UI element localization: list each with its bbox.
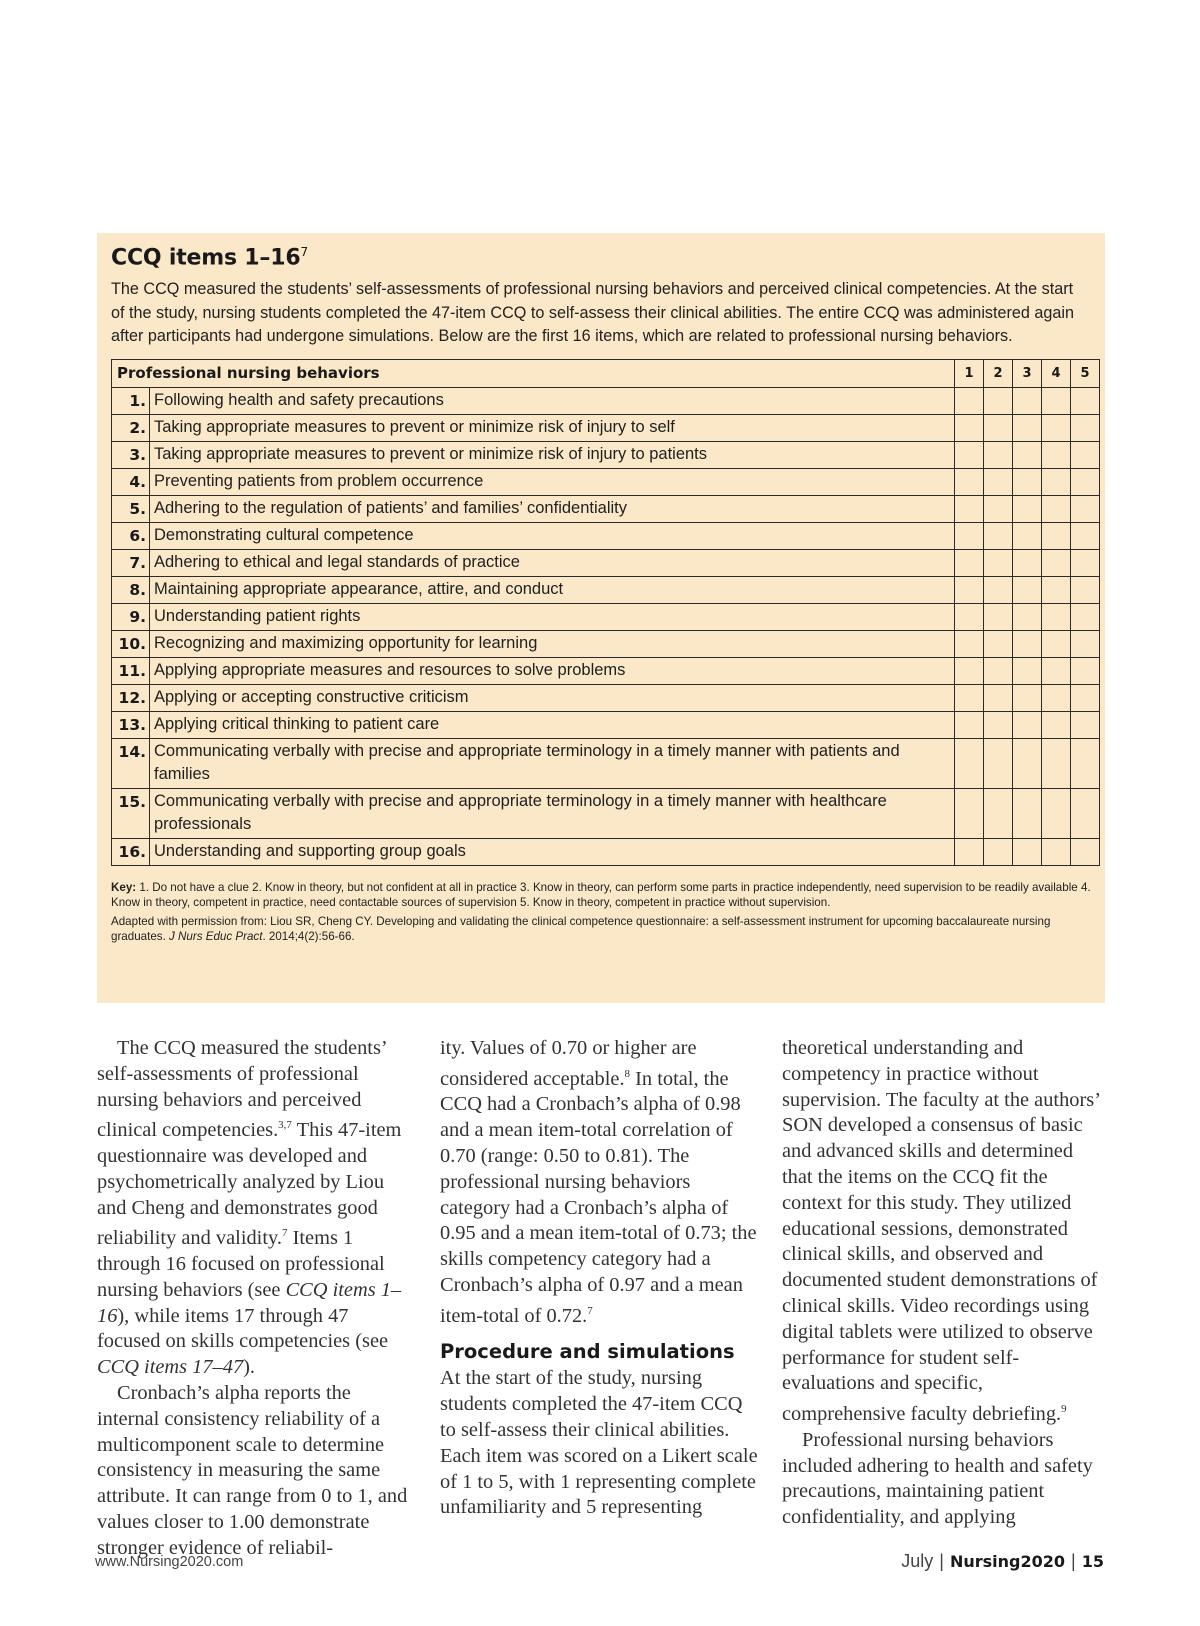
score-cell-1[interactable] bbox=[955, 441, 984, 468]
item-text: Following health and safety precautions bbox=[150, 387, 955, 414]
table-body bbox=[112, 387, 1100, 865]
item-text: Communicating verbally with precise and appropriate terminology in a timely manner with healthcare professionals bbox=[150, 788, 955, 838]
item-number: 13. bbox=[112, 711, 150, 738]
score-cell-2[interactable] bbox=[984, 838, 1013, 865]
score-cell-5[interactable] bbox=[1071, 387, 1100, 414]
score-cell-3[interactable] bbox=[1013, 684, 1042, 711]
score-cell-2[interactable] bbox=[984, 630, 1013, 657]
score-cell-5[interactable] bbox=[1071, 630, 1100, 657]
item-text: Demonstrating cultural competence bbox=[150, 522, 955, 549]
score-cell-1[interactable] bbox=[955, 576, 984, 603]
table-row bbox=[112, 414, 1100, 441]
score-cell-4[interactable] bbox=[1042, 441, 1071, 468]
score-cell-2[interactable] bbox=[984, 468, 1013, 495]
item-number: 14. bbox=[112, 738, 150, 788]
paragraph: Cronbach’s alpha reports the internal consistency reliability of a multicomponent scale to determine consistency in measuring the same attribute. It can range from 0 to 1, and values closer to 1.00 demonstrate stronger evidence of reliabil- bbox=[97, 1381, 408, 1559]
item-text: Adhering to the regulation of patients’ and families’ confidentiality bbox=[150, 495, 955, 522]
score-cell-4[interactable] bbox=[1042, 549, 1071, 576]
score-cell-2[interactable] bbox=[984, 441, 1013, 468]
score-cell-5[interactable] bbox=[1071, 684, 1100, 711]
item-text: Communicating verbally with precise and appropriate terminology in a timely manner with patients and families bbox=[150, 738, 955, 788]
score-cell-5[interactable] bbox=[1071, 468, 1100, 495]
box-intro: The CCQ measured the students’ self-assessments of professional nursing behaviors and perceived clinical competencies. At the start of the study, nursing students completed the 47-item CCQ to self-assess their clinical abilities. The entire CCQ was administered again after participants had undergone simulations. Below are the first 16 items, which are related to professional nursing behaviors. bbox=[111, 280, 1075, 346]
table-row bbox=[112, 630, 1100, 657]
table-header-row bbox=[112, 359, 1100, 387]
table-row bbox=[112, 495, 1100, 522]
footer-url: www.Nursing2020.com bbox=[95, 1554, 244, 1570]
item-text: Applying appropriate measures and resources to solve problems bbox=[150, 657, 955, 684]
score-cell-5[interactable] bbox=[1071, 603, 1100, 630]
item-text: Taking appropriate measures to prevent or minimize risk of injury to self bbox=[150, 414, 955, 441]
table-row bbox=[112, 838, 1100, 865]
score-header-3: 3 bbox=[1013, 359, 1042, 387]
body-column-2 bbox=[440, 1036, 758, 1521]
table-row bbox=[112, 549, 1100, 576]
score-cell-4[interactable] bbox=[1042, 630, 1071, 657]
score-cell-3[interactable] bbox=[1013, 549, 1042, 576]
score-cell-3[interactable] bbox=[1013, 576, 1042, 603]
paragraph: Professional nursing behaviors included adhering to health and safety precautions, maintaining patient confidentiality, and applying bbox=[782, 1428, 1093, 1529]
item-number: 8. bbox=[112, 576, 150, 603]
item-text: Adhering to ethical and legal standards of practice bbox=[150, 549, 955, 576]
paragraph: ity. Values of 0.70 or higher are considered acceptable.$^8$ In total, the CCQ had a Cronbach’s alpha of 0.98 and a mean item-total correlation of 0.70 (range: 0.50 to 0.81). The professional nursing behaviors category had a Cronbach’s alpha of 0.95 and a mean item-total of 0.73; the skills competency category had a Cronbach’s alpha of 0.97 and a mean item-total of 0.72.$^7$ bbox=[440, 1037, 757, 1327]
item-number: 1. bbox=[112, 387, 150, 414]
score-cell-5[interactable] bbox=[1071, 522, 1100, 549]
key-legend bbox=[111, 880, 1091, 910]
section-heading: Procedure and simulations bbox=[440, 1340, 735, 1364]
score-cell-1[interactable] bbox=[955, 838, 984, 865]
score-cell-2[interactable] bbox=[984, 576, 1013, 603]
score-cell-1[interactable] bbox=[955, 603, 984, 630]
table-row bbox=[112, 522, 1100, 549]
key-text: 1. Do not have a clue 2. Know in theory, but not confident at all in practice 3. Know in theory, can perform some parts in practice independently, need supervision to be readily available 4. Know in theory, competent in practice, need contactable sources of supervision 5. Know in theory, competent in practice without supervision. bbox=[111, 880, 1091, 909]
paragraph: The CCQ measured the students’ self-assessments of professional nursing behaviors and perceived clinical competencies.$^{3,7}$ This 47-item questionnaire was developed and psychometrically analyzed by Liou and Cheng and demonstrates good reliability and validity.$^7$ Items 1 through 16 focused on professional nursing behaviors (see CCQ items 1–16), while items 17 through 47 focused on skills competencies (see CCQ items 17–47). bbox=[97, 1037, 402, 1379]
score-cell-3[interactable] bbox=[1013, 522, 1042, 549]
score-cell-2[interactable] bbox=[984, 738, 1013, 788]
score-cell-3[interactable] bbox=[1013, 838, 1042, 865]
source-citation: Adapted with permission from: Liou SR, Cheng CY. Developing and validating the clinical competence questionnaire: a self-assessment instrument for upcoming baccalaureate nursing graduates. J Nurs Educ Pract. 2014;4(2):56-66. bbox=[111, 914, 1051, 943]
item-text: Maintaining appropriate appearance, attire, and conduct bbox=[150, 576, 955, 603]
score-cell-2[interactable] bbox=[984, 549, 1013, 576]
item-number: 9. bbox=[112, 603, 150, 630]
score-cell-5[interactable] bbox=[1071, 549, 1100, 576]
item-text: Applying critical thinking to patient care bbox=[150, 711, 955, 738]
score-cell-5[interactable] bbox=[1071, 657, 1100, 684]
score-cell-1[interactable] bbox=[955, 711, 984, 738]
score-cell-4[interactable] bbox=[1042, 657, 1071, 684]
score-cell-4[interactable] bbox=[1042, 468, 1071, 495]
table-row bbox=[112, 441, 1100, 468]
footer-month: July bbox=[901, 1551, 934, 1571]
score-cell-3[interactable] bbox=[1013, 441, 1042, 468]
score-cell-1[interactable] bbox=[955, 630, 984, 657]
item-number: 15. bbox=[112, 788, 150, 838]
footer-folio: July | Nursing2020 | 15 bbox=[901, 1551, 1104, 1571]
score-cell-5[interactable] bbox=[1071, 711, 1100, 738]
table-row bbox=[112, 684, 1100, 711]
item-text: Understanding patient rights bbox=[150, 603, 955, 630]
score-cell-5[interactable] bbox=[1071, 576, 1100, 603]
item-number: 10. bbox=[112, 630, 150, 657]
score-cell-1[interactable] bbox=[955, 414, 984, 441]
item-number: 12. bbox=[112, 684, 150, 711]
item-number: 4. bbox=[112, 468, 150, 495]
score-cell-5[interactable] bbox=[1071, 495, 1100, 522]
box-title: CCQ items $1-16^7$ bbox=[111, 245, 308, 271]
score-cell-1[interactable] bbox=[955, 657, 984, 684]
footer-brand: Nursing2020 bbox=[949, 1552, 1066, 1571]
score-cell-4[interactable] bbox=[1042, 387, 1071, 414]
score-cell-3[interactable] bbox=[1013, 414, 1042, 441]
item-text: Understanding and supporting group goals bbox=[150, 838, 955, 865]
score-header-4: 4 bbox=[1042, 359, 1071, 387]
score-cell-4[interactable] bbox=[1042, 603, 1071, 630]
citation-journal: J Nurs Educ Pract bbox=[169, 929, 263, 943]
ccq-table bbox=[111, 359, 1100, 866]
item-number: 7. bbox=[112, 549, 150, 576]
score-cell-3[interactable] bbox=[1013, 495, 1042, 522]
score-cell-4[interactable] bbox=[1042, 684, 1071, 711]
score-cell-2[interactable] bbox=[984, 603, 1013, 630]
item-number: 6. bbox=[112, 522, 150, 549]
body-column-1 bbox=[97, 1036, 415, 1562]
cross-reference: CCQ items 17–47 bbox=[97, 1356, 244, 1379]
score-cell-2[interactable] bbox=[984, 711, 1013, 738]
score-cell-1[interactable] bbox=[955, 495, 984, 522]
item-text: Taking appropriate measures to prevent or minimize risk of injury to patients bbox=[150, 441, 955, 468]
score-cell-2[interactable] bbox=[984, 414, 1013, 441]
score-cell-1[interactable] bbox=[955, 522, 984, 549]
score-cell-4[interactable] bbox=[1042, 838, 1071, 865]
table-row bbox=[112, 603, 1100, 630]
score-cell-4[interactable] bbox=[1042, 522, 1071, 549]
score-header-2: 2 bbox=[984, 359, 1013, 387]
score-cell-2[interactable] bbox=[984, 387, 1013, 414]
score-cell-1[interactable] bbox=[955, 788, 984, 838]
body-column-3 bbox=[782, 1036, 1100, 1531]
paragraph: theoretical understanding and competency in practice without supervision. The faculty at the authors’ SON developed a consensus of basic and advanced skills and determined that the items on the CCQ fit the context for this study. They utilized educational sessions, demonstrated clinical skills, and observed and documented student demonstrations of clinical skills. Video recordings using digital tablets were utilized to observe performance for student self-evaluations and specific, comprehensive faculty debriefing.$^9$ bbox=[782, 1037, 1100, 1425]
page-number: 15 bbox=[1081, 1552, 1104, 1571]
score-cell-3[interactable] bbox=[1013, 711, 1042, 738]
score-cell-4[interactable] bbox=[1042, 711, 1071, 738]
box-title-ref: 7 bbox=[300, 245, 308, 259]
score-cell-5[interactable] bbox=[1071, 738, 1100, 788]
score-cell-2[interactable] bbox=[984, 495, 1013, 522]
score-cell-3[interactable] bbox=[1013, 738, 1042, 788]
item-text: Preventing patients from problem occurrence bbox=[150, 468, 955, 495]
score-cell-3[interactable] bbox=[1013, 468, 1042, 495]
score-cell-3[interactable] bbox=[1013, 387, 1042, 414]
score-cell-3[interactable] bbox=[1013, 788, 1042, 838]
table-row bbox=[112, 387, 1100, 414]
score-cell-3[interactable] bbox=[1013, 630, 1042, 657]
score-cell-1[interactable] bbox=[955, 387, 984, 414]
item-number: 3. bbox=[112, 441, 150, 468]
score-cell-4[interactable] bbox=[1042, 788, 1071, 838]
score-cell-4[interactable] bbox=[1042, 495, 1071, 522]
score-cell-5[interactable] bbox=[1071, 441, 1100, 468]
table-row bbox=[112, 711, 1100, 738]
score-cell-4[interactable] bbox=[1042, 576, 1071, 603]
item-text: Recognizing and maximizing opportunity for learning bbox=[150, 630, 955, 657]
table-header-label: Professional nursing behaviors bbox=[112, 359, 955, 387]
score-cell-2[interactable] bbox=[984, 522, 1013, 549]
score-header-1: 1 bbox=[955, 359, 984, 387]
score-cell-1[interactable] bbox=[955, 738, 984, 788]
key-label: Key: bbox=[111, 880, 137, 894]
ccq-sidebar-box bbox=[97, 233, 1105, 1003]
score-header-5: 5 bbox=[1071, 359, 1100, 387]
item-number: 16. bbox=[112, 838, 150, 865]
score-cell-1[interactable] bbox=[955, 468, 984, 495]
score-cell-4[interactable] bbox=[1042, 414, 1071, 441]
item-number: 5. bbox=[112, 495, 150, 522]
score-cell-1[interactable] bbox=[955, 549, 984, 576]
score-cell-3[interactable] bbox=[1013, 603, 1042, 630]
item-text: Applying or accepting constructive criticism bbox=[150, 684, 955, 711]
table-row bbox=[112, 468, 1100, 495]
score-cell-2[interactable] bbox=[984, 684, 1013, 711]
table-row bbox=[112, 738, 1100, 788]
table-row bbox=[112, 657, 1100, 684]
score-cell-5[interactable] bbox=[1071, 414, 1100, 441]
table-row bbox=[112, 788, 1100, 838]
table-row bbox=[112, 576, 1100, 603]
score-cell-4[interactable] bbox=[1042, 738, 1071, 788]
score-cell-5[interactable] bbox=[1071, 838, 1100, 865]
item-number: 2. bbox=[112, 414, 150, 441]
cross-reference: CCQ items 1–16 bbox=[97, 1278, 402, 1327]
score-cell-3[interactable] bbox=[1013, 657, 1042, 684]
paragraph: At the start of the study, nursing students completed the 47-item CCQ to self-assess their clinical abilities. Each item was scored on a Likert scale of 1 to 5, with 1 representing complete unfamiliarity and 5 representing bbox=[440, 1367, 758, 1519]
score-cell-2[interactable] bbox=[984, 788, 1013, 838]
item-number: 11. bbox=[112, 657, 150, 684]
score-cell-2[interactable] bbox=[984, 657, 1013, 684]
score-cell-1[interactable] bbox=[955, 684, 984, 711]
score-cell-5[interactable] bbox=[1071, 788, 1100, 838]
